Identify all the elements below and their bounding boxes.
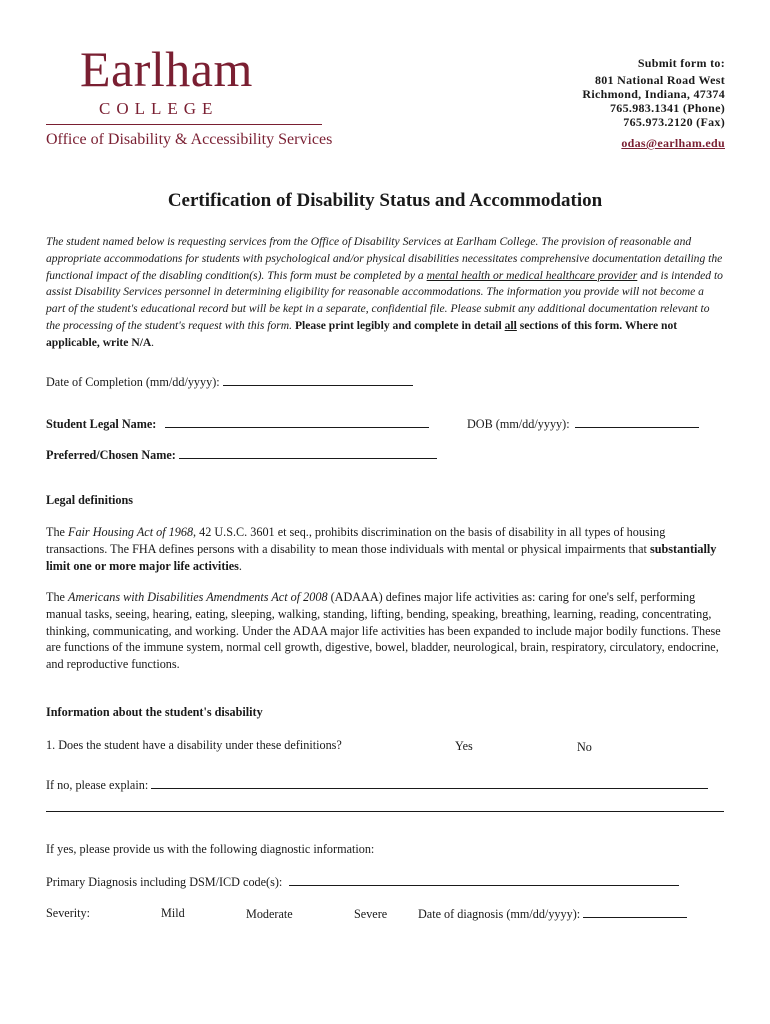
if-no-explain-field[interactable] — [151, 776, 708, 789]
student-name-label: Student Legal Name: — [46, 417, 157, 431]
office-name: Office of Disability & Accessibility Services — [46, 131, 333, 148]
dob-field[interactable] — [575, 415, 699, 428]
yes-option[interactable]: Yes — [455, 739, 473, 753]
primary-diagnosis-field[interactable] — [289, 873, 679, 886]
fax-number: 765.973.2120 (Fax) — [623, 115, 725, 129]
date-completion-row — [46, 373, 413, 390]
intro-instruction-bold: Please print legibly and complete in detail — [294, 318, 505, 332]
ada-text: (ADAAA) defines major life activities as: caring for one's self, performing manual tasks, seeing, hearing, eating, sleeping, walking, standing, lifting, bending, speaking, breathing, learning, reading, concentrating, thinking, communicating, and working. Under the ADAA major life activities has been expanded to include major bodily functions. These are functions of the immune system, normal cell growth, digestive, bowel, bladder, neurological, brain, respiratory, circulatory, endocrine, and reproductive functions. — [46, 590, 721, 672]
address-line1: 801 National Road West — [594, 73, 725, 87]
intro-end: . — [151, 335, 155, 349]
if-yes-label: If yes, please provide us with the following diagnostic information: — [46, 842, 375, 856]
no-option[interactable]: No — [577, 740, 592, 754]
legal-heading: Legal definitions — [46, 493, 134, 507]
fha-text: , 42 U.S.C. 3601 et seq., prohibits discrimination on the basis of disability in all types of housing transactions. The FHA defines persons with a disability to mean those individuals with mental or physical impairments that — [46, 525, 666, 556]
question-1: 1. Does the student have a disability under these definitions? — [46, 738, 342, 752]
address-line2: Richmond, Indiana, 47374 — [582, 87, 725, 101]
ada-paragraph — [46, 589, 726, 673]
if-no-row — [46, 776, 708, 793]
logo-divider — [46, 124, 322, 125]
preferred-name-field[interactable] — [179, 446, 437, 459]
form-title: Certification of Disability Status and Accommodation — [167, 190, 603, 211]
student-info-heading: Information about the student's disability — [46, 705, 263, 719]
earlham-logo-college: COLLEGE — [99, 99, 219, 118]
date-diagnosis-row — [418, 905, 687, 922]
date-completion-field[interactable] — [223, 373, 413, 386]
date-diagnosis-label: Date of diagnosis (mm/dd/yyyy): — [418, 907, 581, 921]
severity-moderate-option[interactable]: Moderate — [246, 907, 293, 921]
phone-number: 765.983.1341 (Phone) — [610, 101, 725, 115]
fha-bold-text: substantially limit one or more major life activities — [46, 541, 717, 573]
fha-paragraph — [46, 524, 726, 574]
primary-diagnosis-label: Primary Diagnosis including DSM/ICD code(s): — [46, 875, 283, 889]
fha-the: The — [46, 525, 68, 539]
dob-label: DOB (mm/dd/yyyy): — [467, 417, 570, 431]
student-name-row — [46, 415, 429, 432]
earlham-logo-wordmark: Earlham — [80, 41, 253, 97]
ada-the: The — [46, 590, 68, 604]
severity-label: Severity: — [46, 906, 91, 920]
ada-title: Americans with Disabilities Amendments Act of 2008 — [68, 590, 328, 604]
if-no-explain-line-2[interactable] — [46, 811, 724, 812]
preferred-name-label: Preferred/Chosen Name: — [46, 448, 176, 462]
preferred-name-row — [46, 446, 437, 463]
intro-paragraph — [46, 234, 726, 352]
dob-row — [467, 415, 699, 432]
contact-email-link[interactable]: odas@earlham.edu — [621, 136, 725, 150]
intro-text-1: The student named below is requesting services from the Office of Disability Services at Earlham College. The provision of reasonable and appropriate accommodations for students with psychological and/or physical disabilities necessitates comprehensive documentation detailing the functional impact of the disabling condition(s). This form must be completed by a — [46, 235, 723, 282]
intro-all-underlined: all — [504, 318, 517, 332]
student-name-field[interactable] — [165, 415, 429, 428]
submit-label: Submit form to: — [637, 56, 725, 70]
if-no-label: If no, please explain: — [46, 778, 149, 792]
intro-instruction-bold-2: sections of this form. Where not applicable, write N/A — [46, 318, 678, 349]
severity-mild-option[interactable]: Mild — [161, 906, 185, 920]
fha-title: Fair Housing Act of 1968 — [68, 525, 194, 539]
intro-text-2: and is intended to assist Disability Services personnel in determining eligibility for reasonable accommodations. The information you provide will not become a part of the student's educational record but will be kept in a separate, confidential file. Please submit any additional documentation relevant to the processing of the student's request with this form. — [46, 268, 723, 332]
intro-provider-underlined: mental health or medical healthcare provider — [426, 268, 638, 282]
date-completion-label: Date of Completion (mm/dd/yyyy): — [46, 375, 220, 389]
date-diagnosis-field[interactable] — [583, 905, 687, 918]
severity-severe-option[interactable]: Severe — [354, 907, 388, 921]
fha-end: . — [238, 558, 242, 573]
primary-diagnosis-row — [46, 873, 679, 890]
